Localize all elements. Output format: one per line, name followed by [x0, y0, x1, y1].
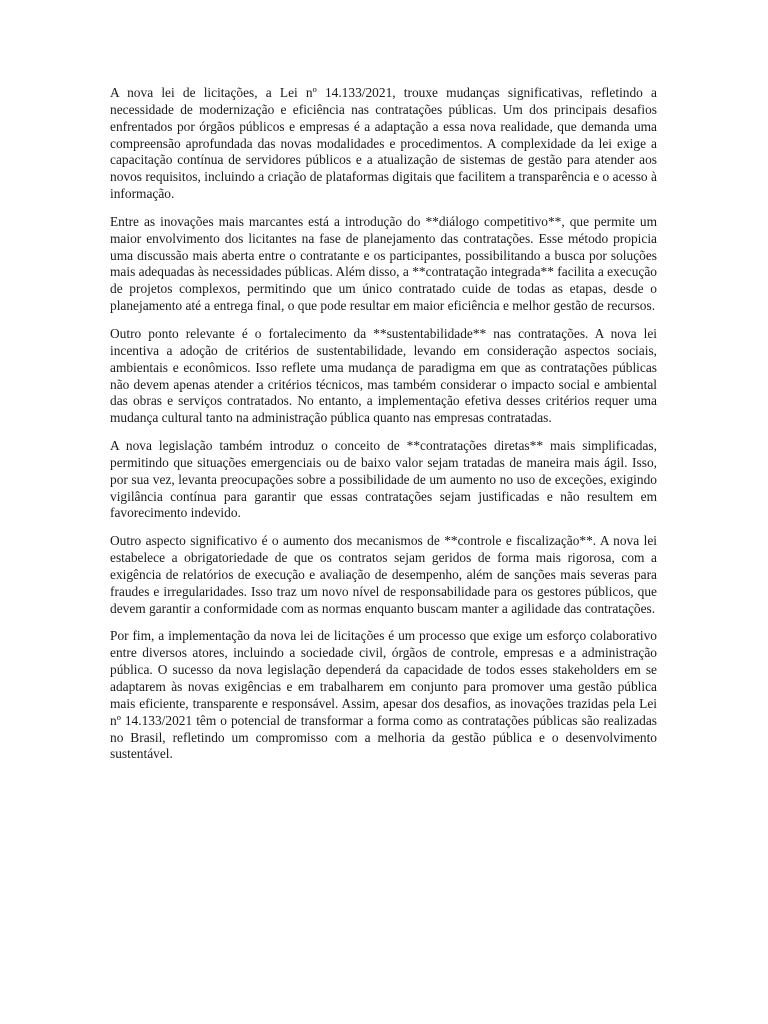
paragraph-3: Outro ponto relevante é o fortalecimento da **sustentabilidade** nas contratações. A nova lei incentiva a adoção de critérios de sustentabilidade, levando em consideração aspectos sociais, ambientais e econômicos. Isso reflete uma mudança de paradigma em que as contratações públicas não devem apenas atender a critérios técnicos, mas também considerar o impacto social e ambiental das obras e serviços contratados. No entanto, a implementação efetiva desses critérios requer uma mudança cultural tanto na administração pública quanto nas empresas contratadas. [110, 325, 657, 426]
paragraph-6: Por fim, a implementação da nova lei de licitações é um processo que exige um esforço colaborativo entre diversos atores, incluindo a sociedade civil, órgãos de controle, empresas e a administração pública. O sucesso da nova legislação dependerá da capacidade de todos esses stakeholders em se adaptarem às novas exigências e em trabalharem em conjunto para promover uma gestão pública mais eficiente, transparente e responsável. Assim, apesar dos desafios, as inovações trazidas pela Lei nº 14.133/2021 têm o potencial de transformar a forma como as contratações públicas são realizadas no Brasil, refletindo um compromisso com a melhoria da gestão pública e o desenvolvimento sustentável. [110, 628, 657, 762]
paragraph-2: Entre as inovações mais marcantes está a introdução do **diálogo competitivo**, que permite um maior envolvimento dos licitantes na fase de planejamento das contratações. Esse método propicia uma discussão mais aberta entre o contratante e os participantes, possibilitando a busca por soluções mais adequadas às necessidades públicas. Além disso, a **contratação integrada** facilita a execução de projetos complexos, permitindo que um único contratado cuide de todas as etapas, desde o planejamento até a entrega final, o que pode resultar em maior eficiência e melhor gestão de recursos. [110, 213, 657, 314]
document-body [110, 85, 657, 774]
paragraph-1: A nova lei de licitações, a Lei nº 14.133/2021, trouxe mudanças significativas, refletindo a necessidade de modernização e eficiência nas contratações públicas. Um dos principais desafios enfrentados por órgãos públicos e empresas é a adaptação a essa nova realidade, que demanda uma compreensão aprofundada das novas modalidades e procedimentos. A complexidade da lei exige a capacitação contínua de servidores públicos e a atualização de sistemas de gestão para atender aos novos requisitos, incluindo a criação de plataformas digitais que facilitem a transparência e o acesso à informação. [110, 85, 657, 202]
paragraph-4: A nova legislação também introduz o conceito de **contratações diretas** mais simplificadas, permitindo que situações emergenciais ou de baixo valor sejam tratadas de maneira mais ágil. Isso, por sua vez, levanta preocupações sobre a possibilidade de um aumento no uso de exceções, exigindo vigilância contínua para garantir que essas contratações sejam justificadas e não resultem em favorecimento indevido. [110, 438, 657, 521]
paragraph-5: Outro aspecto significativo é o aumento dos mecanismos de **controle e fiscalização**. A nova lei estabelece a obrigatoriedade de que os contratos sejam geridos de forma mais rigorosa, com a exigência de relatórios de execução e avaliação de desempenho, além de sanções mais severas para fraudes e irregularidades. Isso traz um novo nível de responsabilidade para os gestores públicos, que devem garantir a conformidade com as normas enquanto buscam manter a agilidade das contratações. [110, 533, 657, 616]
